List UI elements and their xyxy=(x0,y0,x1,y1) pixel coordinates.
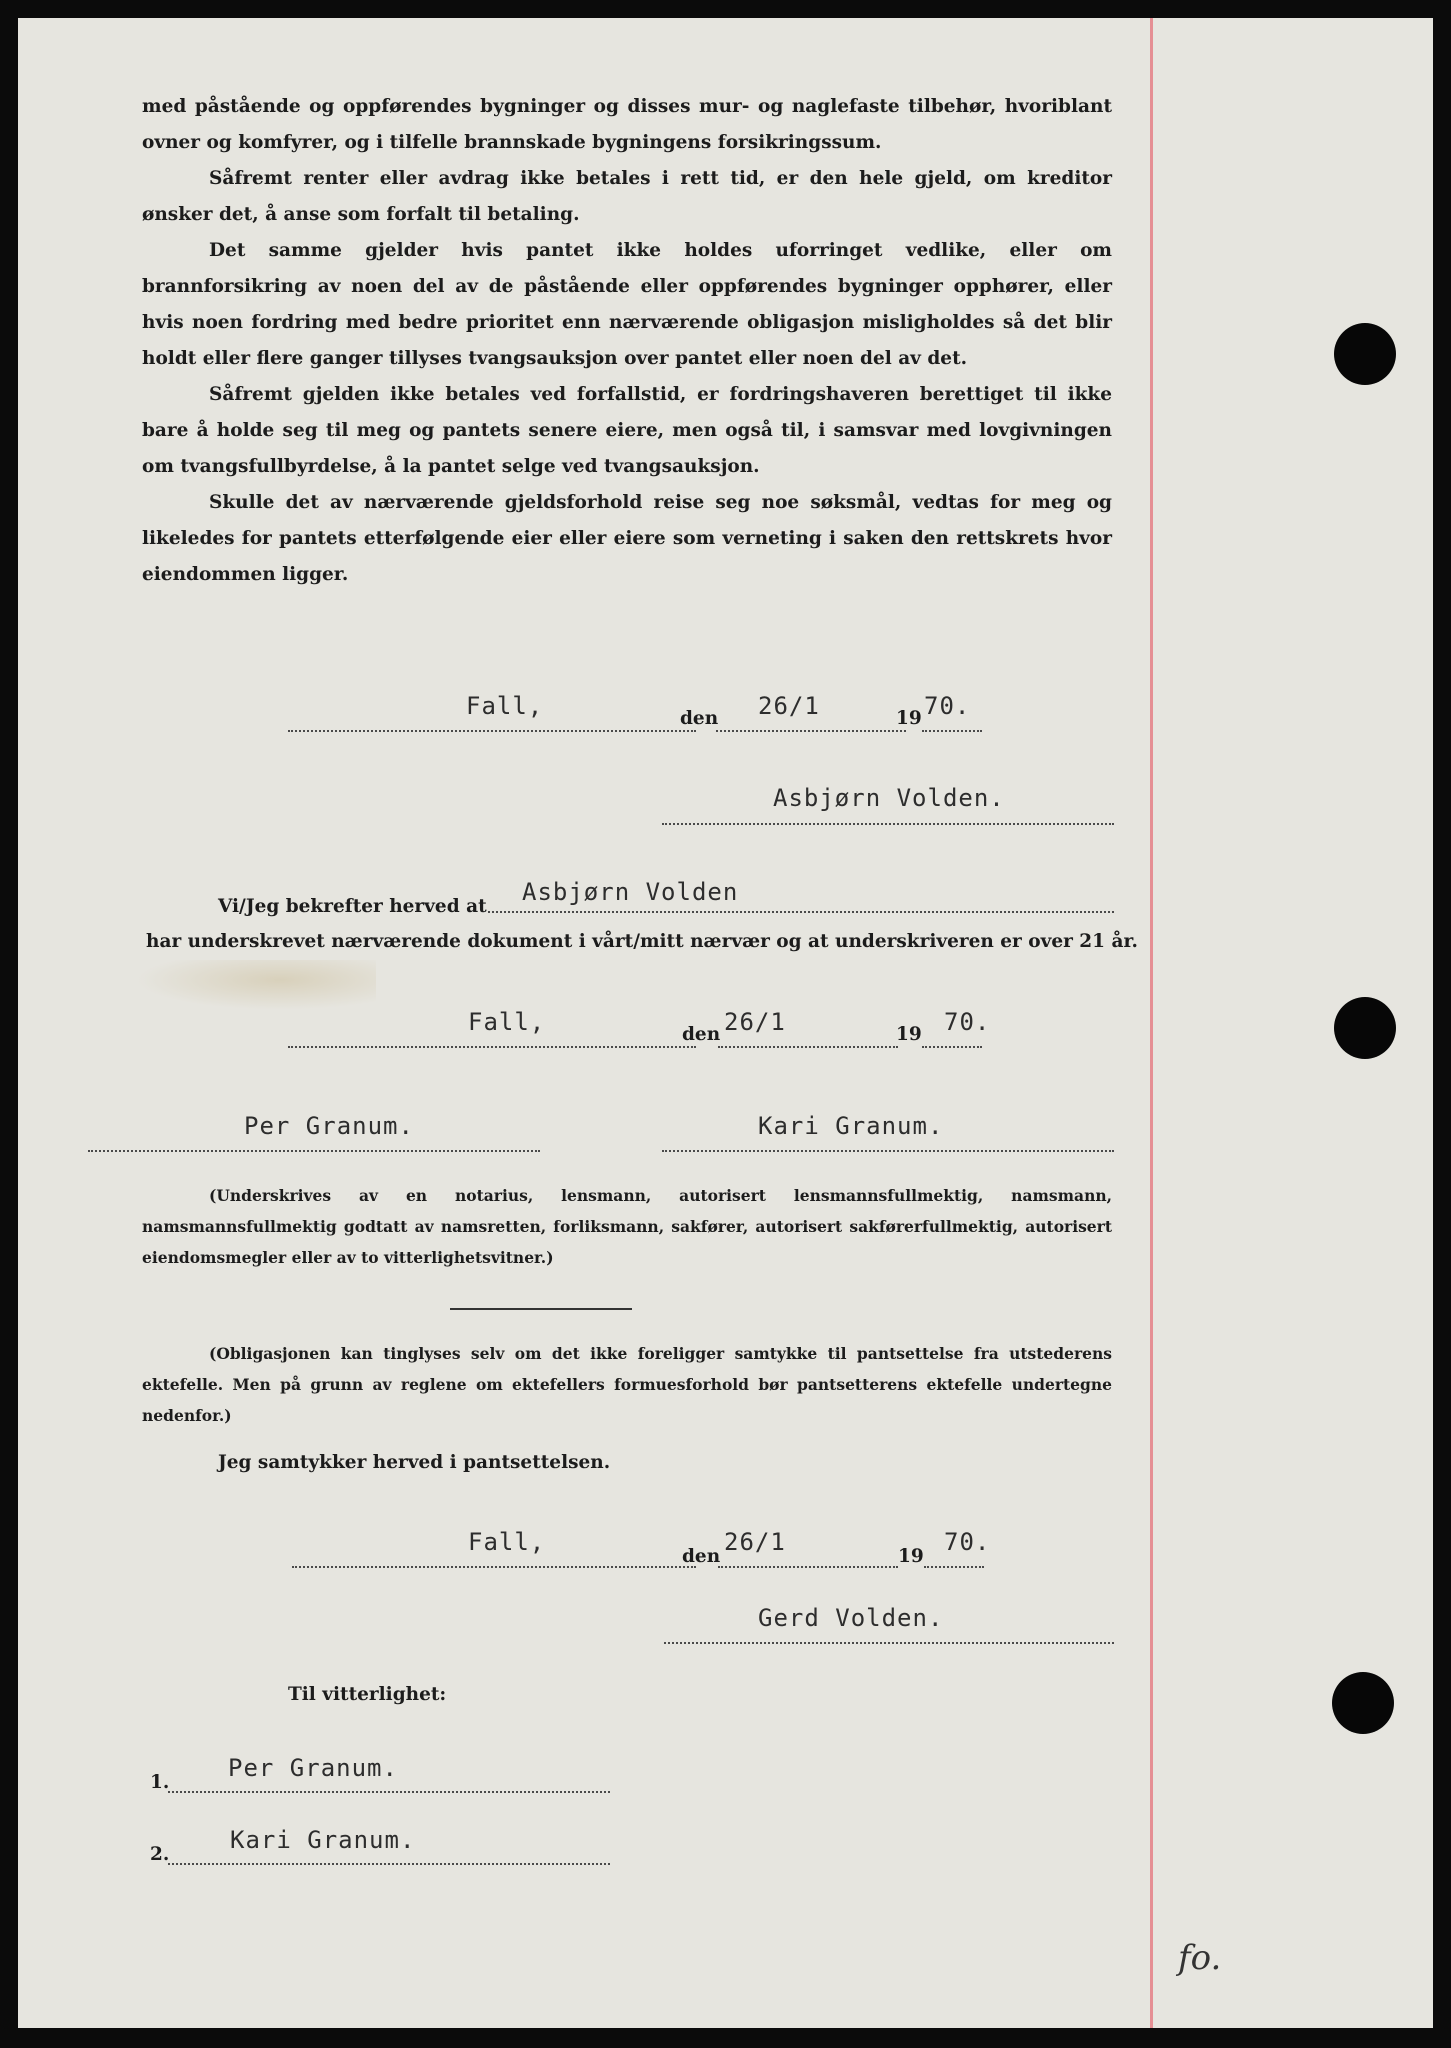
year-value: 70. xyxy=(944,1528,991,1556)
document-page xyxy=(18,18,1433,2028)
date-value: 26/1 xyxy=(724,1528,786,1556)
century-label: 19 xyxy=(896,708,922,729)
separator-rule xyxy=(450,1308,632,1310)
year-value: 70. xyxy=(944,1008,991,1036)
paragraph: Såfremt gjelden ikke betales ved forfallstid, er fordringshaveren berettiget til ikke bare å holde seg til meg og pantets senere eiere, men også til, i samsvar med lovgivningen om tvangsfullbyrdelse, å la pantet selge ved tvangsauksjon. xyxy=(142,384,1112,477)
signature-asbjorn: Asbjørn Volden. xyxy=(773,784,1005,812)
witness-name: Kari Granum. xyxy=(230,1826,416,1854)
date-place: Fall, xyxy=(466,692,544,720)
century-label: 19 xyxy=(898,1546,924,1567)
consent-text: Jeg samtykker herved i pantsettelsen. xyxy=(218,1452,611,1473)
handwritten-initials: fo. xyxy=(1178,1938,1222,1978)
year-value: 70. xyxy=(924,692,971,720)
date-place: Fall, xyxy=(468,1008,546,1036)
date-place: Fall, xyxy=(468,1528,546,1556)
den-label: den xyxy=(680,708,719,729)
paper-stain xyxy=(136,960,376,1010)
paragraph: Skulle det av nærværende gjeldsforhold reise seg noe søksmål, vedtas for meg og likeledes for pantets etterfølgende eier eller eiere som verneting i saken den rettskrets hvor eiendommen ligger. xyxy=(142,492,1112,585)
date-value: 26/1 xyxy=(758,692,820,720)
witness-number: 2. xyxy=(150,1844,170,1865)
red-margin-line xyxy=(1150,18,1153,2028)
note-text: (Obligasjonen kan tinglyses selv om det ikke foreligger samtykke til pantsettelse fra utstederens ektefelle. Men på grunn av reglene om ektefellers formuesforhold bør pantsetterens ektefelle undertegne nedenfor.) xyxy=(142,1344,1112,1425)
signature-gerd: Gerd Volden. xyxy=(758,1604,944,1632)
paragraph: med påstående og oppførendes bygninger og disses mur- og naglefaste tilbehør, hvoriblant ovner og komfyrer, og i tilfelle brannskade bygningens forsikringssum. xyxy=(142,96,1112,153)
note-spouse-consent xyxy=(142,1338,1112,1431)
witness-name: Per Granum. xyxy=(228,1754,398,1782)
punch-hole-middle xyxy=(1334,997,1396,1059)
note-signing-authority xyxy=(142,1180,1112,1273)
den-label: den xyxy=(682,1024,721,1045)
witness-signature-1: Per Granum. xyxy=(244,1112,414,1140)
witness-signature-2: Kari Granum. xyxy=(758,1112,944,1140)
confirm-text: har underskrevet nærværende dokument i vårt/mitt nærvær og at underskriveren er over 21 år. xyxy=(146,931,1138,952)
date-value: 26/1 xyxy=(724,1008,786,1036)
witness-number: 1. xyxy=(150,1772,170,1793)
punch-hole-bottom xyxy=(1332,1672,1394,1734)
body-text xyxy=(142,89,1112,593)
den-label: den xyxy=(682,1546,721,1567)
confirm-name: Asbjørn Volden xyxy=(522,878,739,906)
century-label: 19 xyxy=(896,1024,922,1045)
paragraph: Såfremt renter eller avdrag ikke betales i rett tid, er den hele gjeld, om kreditor ønsker det, å anse som forfalt til betaling. xyxy=(142,168,1112,225)
confirm-label: Vi/Jeg bekrefter herved at xyxy=(218,896,487,917)
punch-hole-top xyxy=(1334,323,1396,385)
note-text: (Underskrives av en notarius, lensmann, autorisert lensmannsfullmektig, namsmann, namsmannsfullmektig godtatt av namsretten, forliksmann, sakfører, autorisert sakførerfullmektig, autorisert eiendomsmegler eller av to vitterlighetsvitner.) xyxy=(142,1186,1112,1267)
paragraph: Det samme gjelder hvis pantet ikke holdes uforringet vedlike, eller om brannforsikring av noen del av de påstående eller oppførendes bygninger opphører, eller hvis noen fordring med bedre prioritet enn nærværende obligasjon misligholdes så det blir holdt eller flere ganger tillyses tvangsauksjon over pantet eller noen del av det. xyxy=(142,240,1112,369)
witness-heading: Til vitterlighet: xyxy=(288,1684,447,1705)
